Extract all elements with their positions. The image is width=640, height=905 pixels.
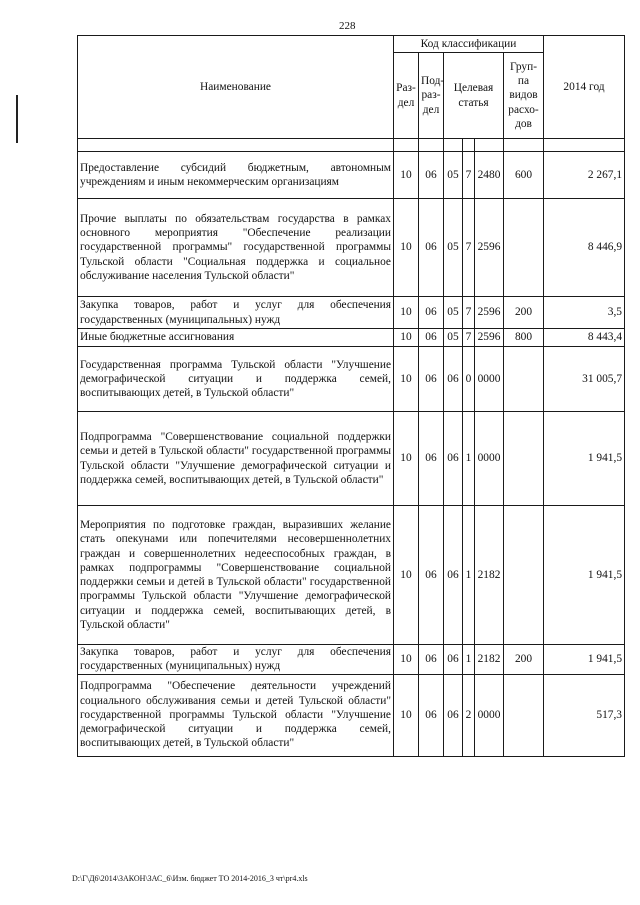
row-podrazdel: 06: [419, 674, 444, 756]
row-target-program: 05: [444, 297, 463, 329]
row-target-direction: 0000: [475, 412, 504, 506]
row-target-direction: 2596: [475, 297, 504, 329]
header-code-group: Код классификации: [394, 36, 544, 53]
row-razdel: 10: [394, 199, 419, 297]
row-target-subprogram: 7: [463, 329, 475, 347]
row-amount: 1 941,5: [544, 506, 625, 645]
row-expense-type: 600: [504, 152, 544, 199]
header-vid: Груп-па видов расхо-дов: [504, 53, 544, 139]
row-expense-type: 200: [504, 297, 544, 329]
row-podrazdel: 06: [419, 199, 444, 297]
row-name: Мероприятия по подготовке граждан, выразивших желание стать опекунами или попечителями несовершеннолетних граждан и совершеннолетних недееспособных граждан, в рамках подпрограммы "Совершенствование социальной поддержки семьи и детей в Тульской области" государственной программы Тульской области "Улучшение демографической ситуации и поддержка семей, воспитывающих детей, в Тульской области": [78, 506, 394, 645]
row-target-direction: 0000: [475, 674, 504, 756]
row-name: Прочие выплаты по обязательствам государства в рамках основного мероприятия "Обеспечение реализации государственной программы" государственной программы Тульской области "Социальная поддержка и социальное обслуживание населения Тульской области": [78, 199, 394, 297]
row-razdel: 10: [394, 674, 419, 756]
row-podrazdel: 06: [419, 506, 444, 645]
row-razdel: 10: [394, 329, 419, 347]
row-podrazdel: 06: [419, 645, 444, 675]
row-expense-type: 200: [504, 645, 544, 675]
row-razdel: 10: [394, 506, 419, 645]
table-row: [78, 199, 625, 297]
row-razdel: 10: [394, 412, 419, 506]
row-amount: 517,3: [544, 674, 625, 756]
row-razdel: 10: [394, 347, 419, 412]
table-row: [78, 347, 625, 412]
table-row: [78, 674, 625, 756]
table-row: [78, 152, 625, 199]
table-row: [78, 645, 625, 675]
budget-table: [77, 35, 625, 757]
row-target-subprogram: 7: [463, 152, 475, 199]
row-target-direction: 2182: [475, 506, 504, 645]
header-target: Целевая статья: [444, 53, 504, 139]
page-number: 228: [339, 20, 356, 32]
row-expense-type: [504, 412, 544, 506]
row-amount: 31 005,7: [544, 347, 625, 412]
row-expense-type: [504, 199, 544, 297]
row-target-program: 05: [444, 329, 463, 347]
row-target-program: 05: [444, 152, 463, 199]
row-podrazdel: 06: [419, 347, 444, 412]
row-amount: 8 443,4: [544, 329, 625, 347]
row-expense-type: 800: [504, 329, 544, 347]
row-razdel: 10: [394, 297, 419, 329]
row-target-subprogram: 2: [463, 674, 475, 756]
row-expense-type: [504, 674, 544, 756]
row-name: Подпрограмма "Совершенствование социальной поддержки семьи и детей в Тульской области" государственной программы Тульской области "Улучшение демографической ситуации и поддержка семей, воспитывающих детей, в Тульской области": [78, 412, 394, 506]
row-amount: 1 941,5: [544, 645, 625, 675]
table-row: [78, 412, 625, 506]
row-target-subprogram: 1: [463, 506, 475, 645]
row-target-direction: 2596: [475, 329, 504, 347]
row-podrazdel: 06: [419, 329, 444, 347]
row-target-program: 06: [444, 645, 463, 675]
row-target-program: 05: [444, 199, 463, 297]
row-name: Подпрограмма "Обеспечение деятельности учреждений социального обслуживания семьи и детей Тульской области" государственной программы Тульской области "Улучшение демографической ситуации и поддержка семей, воспитывающих детей, в Тульской области": [78, 674, 394, 756]
row-name: Закупка товаров, работ и услуг для обеспечения государственных (муниципальных) нужд: [78, 645, 394, 675]
row-razdel: 10: [394, 645, 419, 675]
row-podrazdel: 06: [419, 297, 444, 329]
row-podrazdel: 06: [419, 152, 444, 199]
row-razdel: 10: [394, 152, 419, 199]
row-amount: 1 941,5: [544, 412, 625, 506]
row-name: Предоставление субсидий бюджетным, автономным учреждениям и иным некоммерческим организациям: [78, 152, 394, 199]
row-expense-type: [504, 347, 544, 412]
header-razdel: Раз-дел: [394, 53, 419, 139]
row-target-subprogram: 7: [463, 297, 475, 329]
row-target-program: 06: [444, 347, 463, 412]
row-target-direction: 2480: [475, 152, 504, 199]
table-row: [78, 329, 625, 347]
row-target-direction: 0000: [475, 347, 504, 412]
row-podrazdel: 06: [419, 412, 444, 506]
row-name: Иные бюджетные ассигнования: [78, 329, 394, 347]
header-podrazdel: Под-раз-дел: [419, 53, 444, 139]
table-row: [78, 506, 625, 645]
row-amount: 8 446,9: [544, 199, 625, 297]
row-target-subprogram: 1: [463, 412, 475, 506]
row-target-direction: 2596: [475, 199, 504, 297]
header-year: 2014 год: [544, 36, 625, 139]
table-row: [78, 297, 625, 329]
row-target-direction: 2182: [475, 645, 504, 675]
margin-mark: [16, 95, 18, 143]
row-target-program: 06: [444, 412, 463, 506]
row-name: Закупка товаров, работ и услуг для обеспечения государственных (муниципальных) нужд: [78, 297, 394, 329]
row-expense-type: [504, 506, 544, 645]
row-target-subprogram: 7: [463, 199, 475, 297]
row-target-program: 06: [444, 674, 463, 756]
spacer-row: [78, 139, 625, 152]
row-amount: 2 267,1: [544, 152, 625, 199]
row-name: Государственная программа Тульской области "Улучшение демографической ситуации и поддержка семей, воспитывающих детей, в Тульской области": [78, 347, 394, 412]
row-target-subprogram: 1: [463, 645, 475, 675]
footer-file-path: D:\Г\Д6\2014\ЗАКОН\ЗАС_6\Изм. бюджет ТО 2014-2016_3 чт\pr4.xls: [72, 874, 308, 883]
row-target-program: 06: [444, 506, 463, 645]
header-name: Наименование: [78, 36, 394, 139]
row-target-subprogram: 0: [463, 347, 475, 412]
row-amount: 3,5: [544, 297, 625, 329]
